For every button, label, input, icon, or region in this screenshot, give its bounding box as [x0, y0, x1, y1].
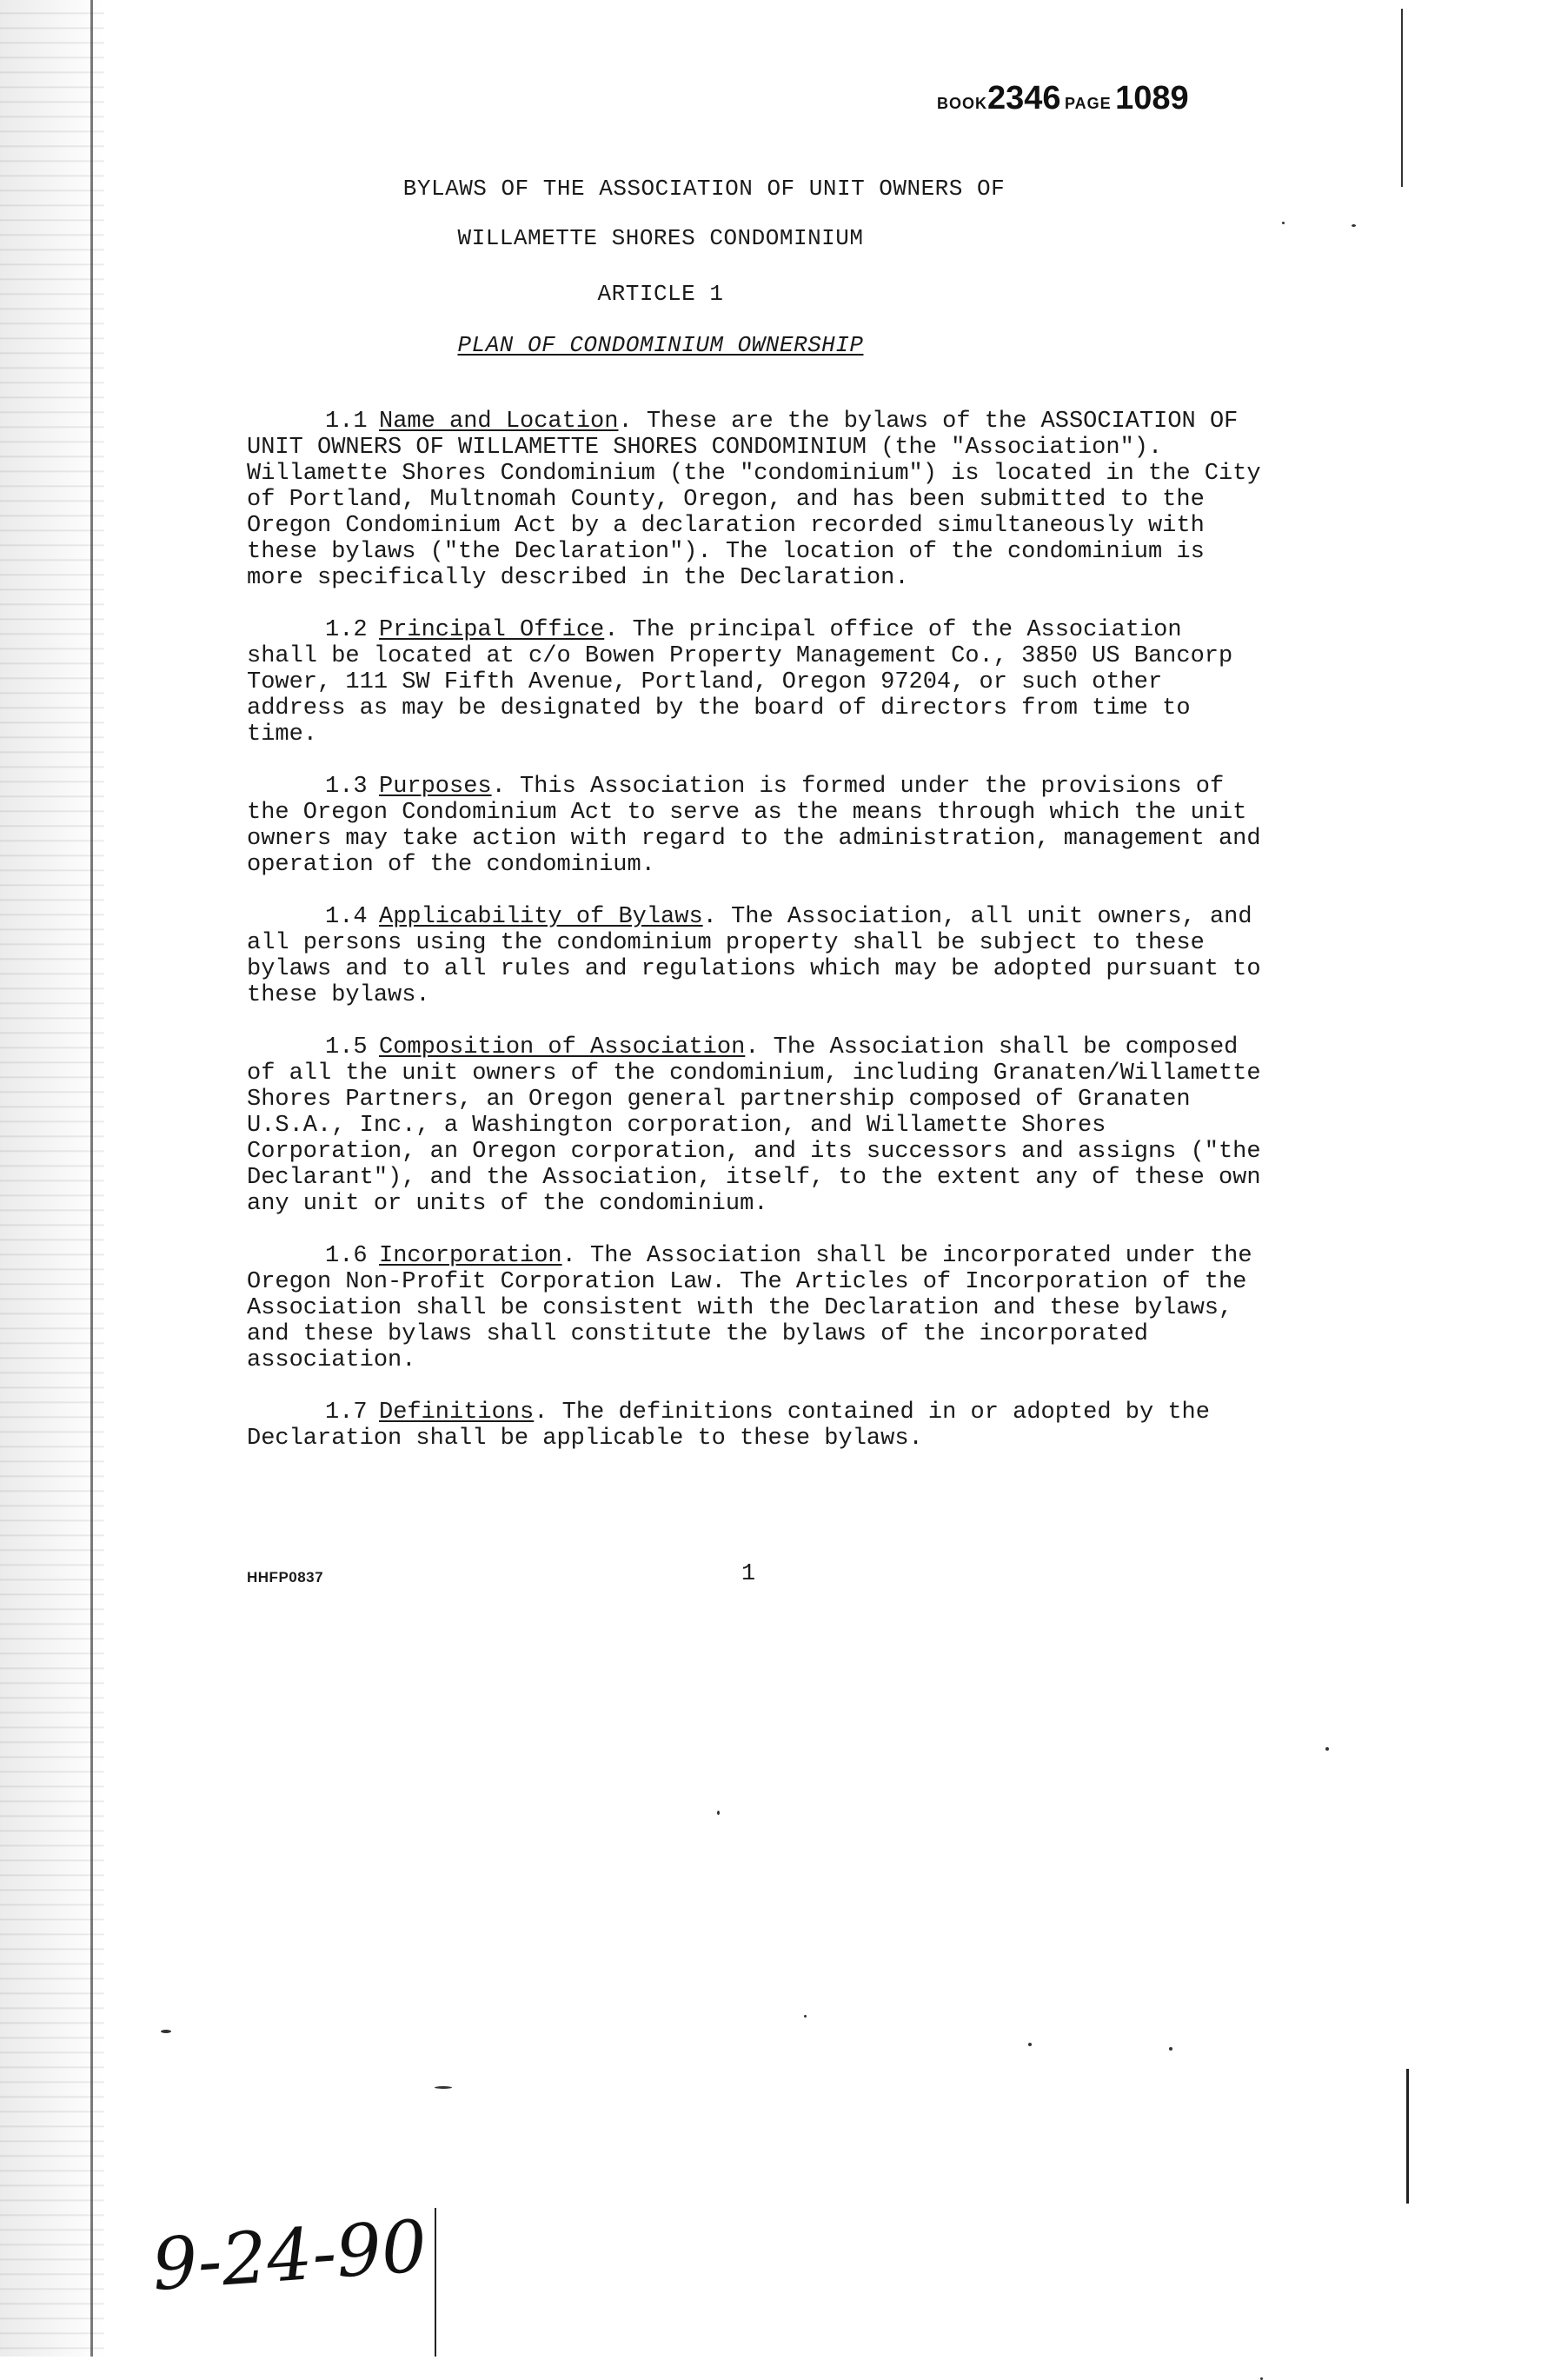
- scan-edge-artifact: [0, 0, 104, 2357]
- section-title: Purposes: [379, 774, 492, 800]
- scan-speck: [161, 2030, 171, 2033]
- scan-speck: [435, 2086, 452, 2089]
- scan-speck: [1325, 1747, 1329, 1751]
- section-number: 1.1: [325, 409, 368, 435]
- scan-speck: [1169, 2047, 1172, 2051]
- handwritten-date: 9-24-90: [149, 2205, 430, 2307]
- section-1-2: [247, 617, 1264, 748]
- section-text: . The Association shall be composed of all the unit owners of the condominium, including Granaten/Willamette Shores Partners, an Oregon general partnership composed of Granaten U.S.A., Inc., a Washington corporation, and Willamette Shores Corporation, an Oregon corporation, and its successors and assigns ("the Declarant"), and the Association, itself, to the extent any of these own any unit or units of the condominium.: [247, 1034, 1261, 1217]
- page-label: PAGE: [1065, 95, 1112, 112]
- section-title: Incorporation: [379, 1243, 562, 1269]
- section-title: Definitions: [379, 1399, 535, 1426]
- scan-left-border: [90, 0, 93, 2357]
- title-line-1: BYLAWS OF THE ASSOCIATION OF UNIT OWNERS OF: [402, 176, 1006, 202]
- section-title: Composition of Association: [379, 1034, 746, 1060]
- section-1-3: [247, 774, 1264, 878]
- section-text: . The definitions contained in or adopted by the Declaration shall be applicable to these bylaws.: [247, 1399, 1210, 1452]
- document-code: HHFP0837: [247, 1569, 324, 1586]
- signature-margin-line: [435, 2208, 436, 2357]
- scan-speck: [1352, 224, 1356, 227]
- section-1-1: [247, 409, 1264, 591]
- scan-speck: [1282, 222, 1285, 224]
- section-text: . These are the bylaws of the ASSOCIATION OF UNIT OWNERS OF WILLAMETTE SHORES CONDOMINIUM (the "Association"). Willamette Shores Condominium (the "condominium") is located in the City of Portland, Multnomah County, Oregon, and has been submitted to the Oregon Condominium Act by a declaration recorded simultaneously with these bylaws ("the Declaration"). The location of the condominium is more specifically described in the Declaration.: [247, 409, 1261, 591]
- document-body: [247, 409, 1264, 1478]
- section-text: . The Association, all unit owners, and all persons using the condominium property shall be subject to these bylaws and to all rules and regulations which may be adopted pursuant to these bylaws.: [247, 904, 1261, 1008]
- page-number: 1: [741, 1561, 756, 1587]
- book-number: 2346: [987, 80, 1061, 116]
- section-number: 1.5: [325, 1034, 368, 1060]
- scan-right-mark-bottom: [1406, 2069, 1409, 2204]
- section-title: Name and Location: [379, 409, 619, 435]
- section-title: Applicability of Bylaws: [379, 904, 703, 930]
- scan-speck: [804, 2015, 807, 2018]
- section-1-6: [247, 1243, 1264, 1373]
- article-title: PLAN OF CONDOMINIUM OWNERSHIP: [457, 332, 864, 358]
- section-number: 1.7: [325, 1399, 368, 1426]
- scan-speck: [717, 1811, 720, 1815]
- section-number: 1.4: [325, 904, 368, 930]
- section-1-7: [247, 1399, 1264, 1452]
- scan-right-mark-top: [1401, 9, 1403, 187]
- section-1-4: [247, 904, 1264, 1008]
- section-1-5: [247, 1034, 1264, 1217]
- book-label: BOOK: [937, 95, 987, 112]
- title-line-2: WILLAMETTE SHORES CONDOMINIUM: [457, 225, 864, 251]
- section-text: . The principal office of the Association shall be located at c/o Bowen Property Management Co., 3850 US Bancorp Tower, 111 SW Fifth Avenue, Portland, Oregon 97204, or such other address as may be designated by the board of directors from time to time.: [247, 617, 1233, 748]
- scan-speck: [1028, 2043, 1032, 2046]
- section-text: . This Association is formed under the provisions of the Oregon Condominium Act to serve as the means through which the unit owners may take action with regard to the administration, management and operation of the condominium.: [247, 774, 1261, 878]
- section-number: 1.2: [325, 617, 368, 643]
- section-number: 1.6: [325, 1243, 368, 1269]
- page-number-stamp: 1089: [1115, 80, 1189, 116]
- book-page-stamp: [937, 80, 1189, 117]
- section-title: Principal Office: [379, 617, 605, 643]
- section-number: 1.3: [325, 774, 368, 800]
- section-text: . The Association shall be incorporated under the Oregon Non-Profit Corporation Law. The Articles of Incorporation of the Association shall be consistent with the Declaration and these bylaws, and these bylaws shall constitute the bylaws of the incorporated association.: [247, 1243, 1252, 1373]
- article-heading: ARTICLE 1: [597, 281, 724, 307]
